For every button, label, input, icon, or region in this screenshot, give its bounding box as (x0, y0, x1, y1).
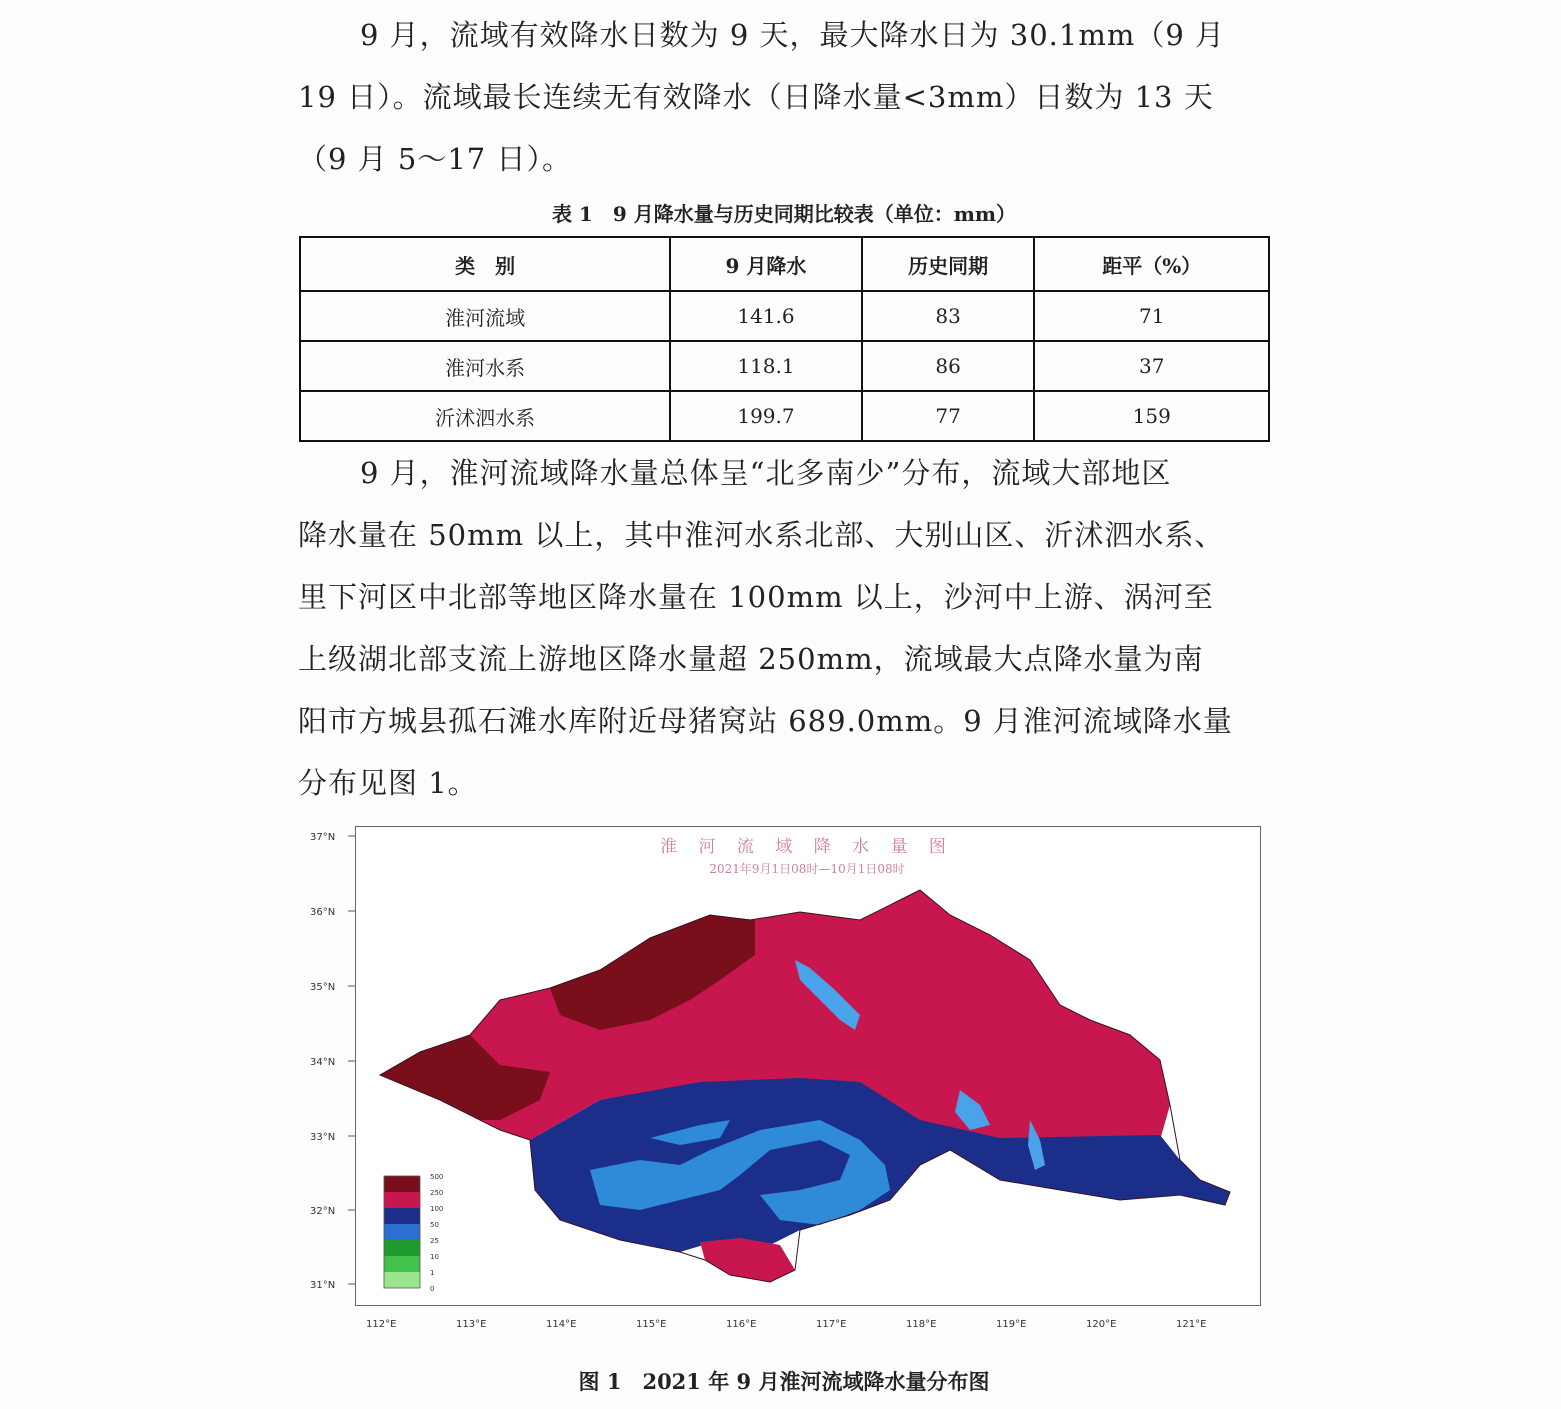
table-row (300, 341, 1269, 391)
paragraph-distribution (298, 442, 1270, 814)
table-caption: 表 1 9 月降水量与历史同期比较表（单位：mm） (551, 202, 1017, 226)
table-cell: 37 (1034, 341, 1269, 391)
table-header-row (300, 237, 1269, 291)
legend-swatch (384, 1176, 420, 1192)
lon-label: 116°E (726, 1319, 757, 1330)
lon-label: 112°E (366, 1319, 397, 1330)
table-cell: 118.1 (670, 341, 862, 391)
paragraph-line: 9 月，淮河流域降水量总体呈“北多南少”分布，流域大部地区 (360, 456, 1172, 490)
paragraph-line: 分布见图 1。 (298, 766, 478, 800)
lon-label: 120°E (1086, 1319, 1117, 1330)
lon-label: 114°E (546, 1319, 577, 1330)
legend-swatch (384, 1256, 420, 1272)
paragraph-line: （9 月 5～17 日）。 (298, 142, 572, 176)
map-subtitle: 2021年9月1日08时—10月1日08时 (709, 862, 905, 876)
legend-label: 25 (430, 1237, 439, 1245)
paragraph-line: 9 月，流域有效降水日数为 9 天，最大降水日为 30.1mm（9 月 (360, 18, 1226, 52)
legend-label: 100 (430, 1205, 444, 1213)
lon-label: 121°E (1176, 1319, 1207, 1330)
lat-label: 35°N (310, 982, 336, 993)
table-cell: 141.6 (670, 291, 862, 341)
table-cell: 77 (862, 391, 1035, 441)
paragraph-line: 阳市方城县孤石滩水库附近母猪窝站 689.0mm。9 月淮河流域降水量 (298, 704, 1233, 738)
paragraph-rainfall-days (298, 4, 1270, 190)
legend-swatch (384, 1272, 420, 1288)
lat-label: 33°N (310, 1132, 336, 1143)
legend-label: 0 (430, 1285, 435, 1293)
legend-label: 10 (430, 1253, 439, 1261)
map-legend (384, 1173, 443, 1293)
header-anomaly: 距平（%） (1034, 237, 1269, 291)
lon-label: 117°E (816, 1319, 847, 1330)
header-sept-rainfall: 9 月降水 (670, 237, 862, 291)
header-category: 类 别 (300, 237, 670, 291)
table-cell: 淮河水系 (300, 341, 670, 391)
table-row (300, 291, 1269, 341)
paragraph-line: 上级湖北部支流上游地区降水量超 250mm，流域最大点降水量为南 (298, 642, 1204, 676)
lon-label: 118°E (906, 1319, 937, 1330)
paragraph-line: 19 日）。流域最长连续无有效降水（日降水量<3mm）日数为 13 天 (298, 80, 1214, 114)
legend-swatch (384, 1224, 420, 1240)
map-title: 淮 河 流 域 降 水 量 图 (660, 837, 954, 857)
table-row (300, 391, 1269, 441)
table-cell: 83 (862, 291, 1035, 341)
legend-label: 250 (430, 1189, 444, 1197)
lat-label: 37°N (310, 832, 336, 843)
table-cell: 159 (1034, 391, 1269, 441)
lat-label: 34°N (310, 1057, 336, 1068)
legend-swatch (384, 1240, 420, 1256)
paragraph-line: 降水量在 50mm 以上，其中淮河水系北部、大别山区、沂沭泗水系、 (298, 518, 1225, 552)
legend-label: 1 (430, 1269, 435, 1277)
lat-label: 32°N (310, 1206, 336, 1217)
lat-label: 36°N (310, 907, 336, 918)
table-cell: 71 (1034, 291, 1269, 341)
table-cell: 199.7 (670, 391, 862, 441)
lon-label: 115°E (636, 1319, 667, 1330)
lon-label: 113°E (456, 1319, 487, 1330)
lat-label: 31°N (310, 1280, 336, 1291)
legend-swatch (384, 1208, 420, 1224)
region-south-red (700, 1238, 795, 1282)
table-cell: 沂沭泗水系 (300, 391, 670, 441)
paragraph-line: 里下河区中北部等地区降水量在 100mm 以上，沙河中上游、涡河至 (298, 580, 1214, 614)
legend-label: 500 (430, 1173, 444, 1181)
table-cell: 淮河流域 (300, 291, 670, 341)
precipitation-map (300, 820, 1260, 1340)
legend-label: 50 (430, 1221, 439, 1229)
header-historical: 历史同期 (862, 237, 1035, 291)
table-cell: 86 (862, 341, 1035, 391)
precipitation-comparison-table (299, 236, 1270, 442)
legend-swatch (384, 1192, 420, 1208)
figure-caption: 图 1 2021 年 9 月淮河流域降水量分布图 (578, 1369, 990, 1394)
lon-label: 119°E (996, 1319, 1027, 1330)
